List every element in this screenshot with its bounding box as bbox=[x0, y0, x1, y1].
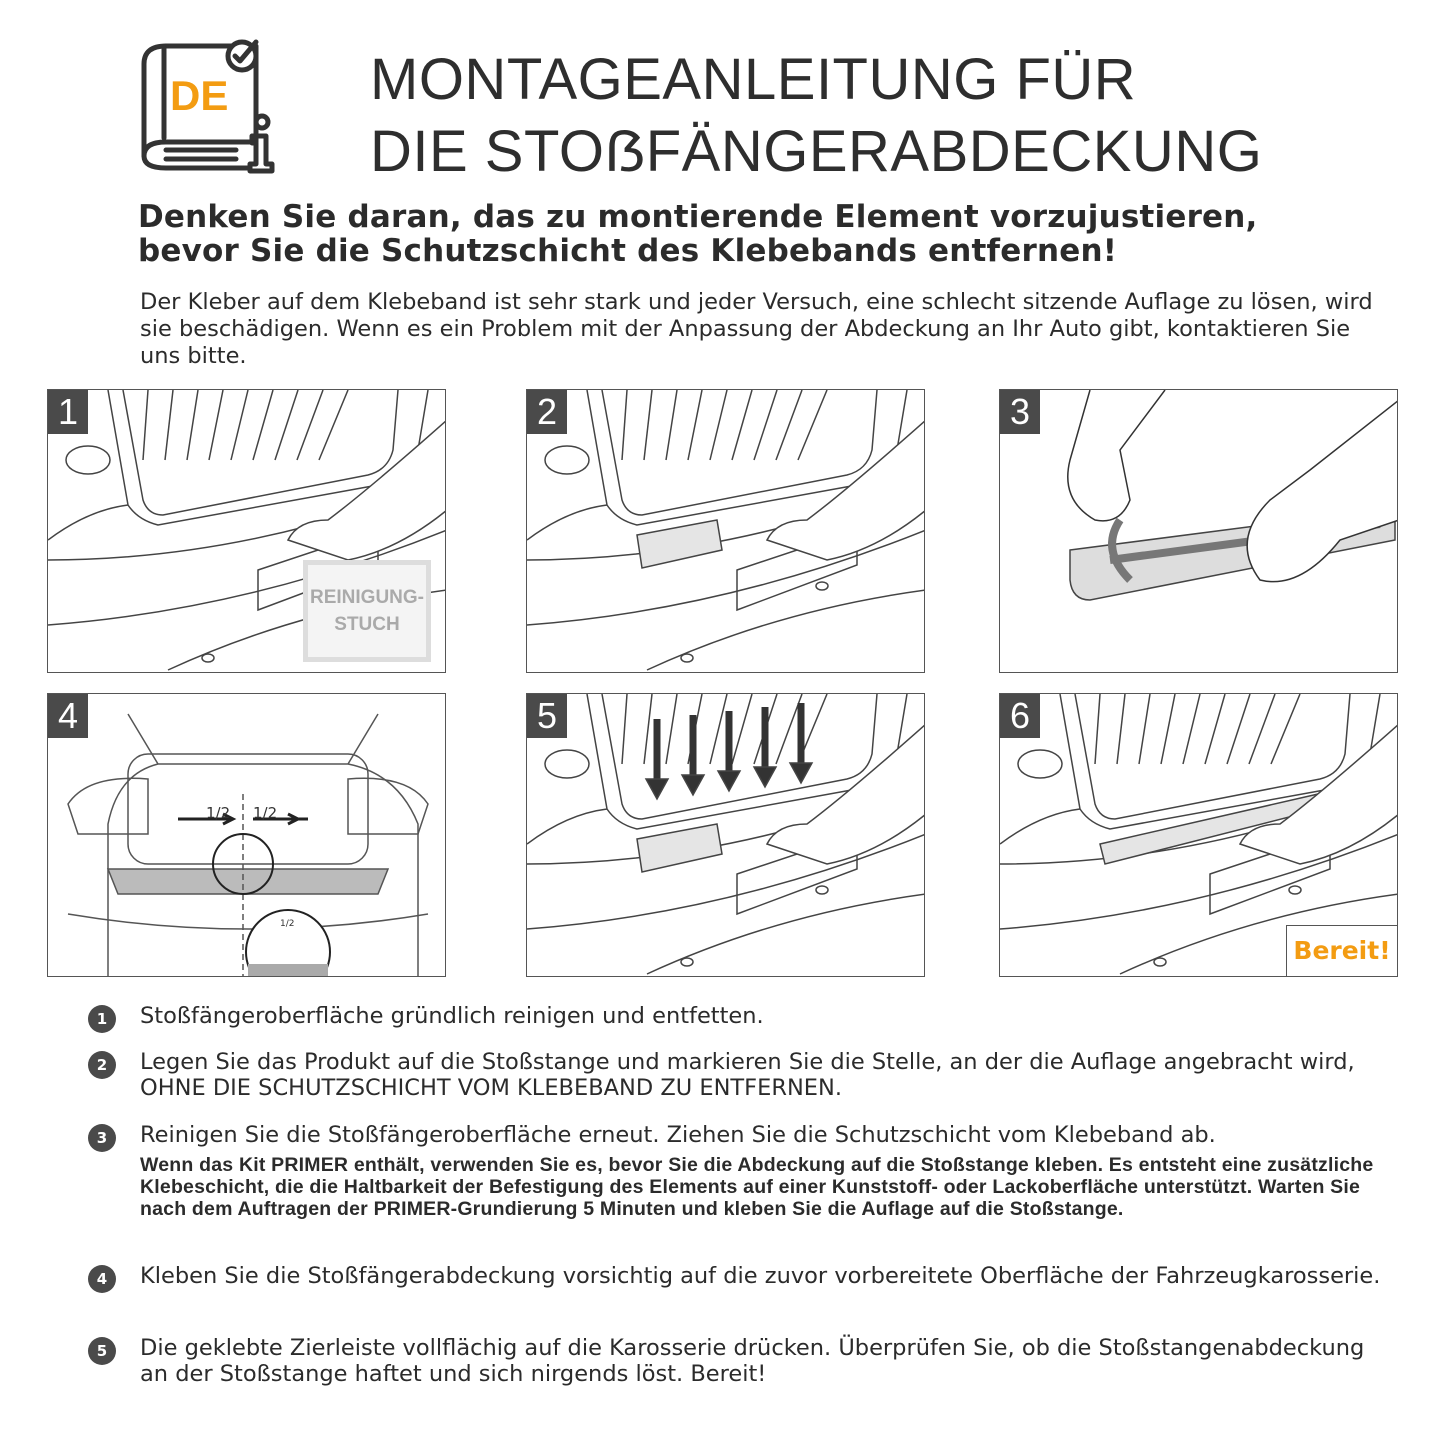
step-panel-6 bbox=[999, 693, 1398, 977]
panel-number: 6 bbox=[1000, 694, 1040, 738]
page-title bbox=[370, 44, 1262, 188]
manual-book-icon bbox=[136, 34, 281, 176]
car-front-centering-illustration bbox=[48, 694, 446, 977]
step-number-badge: 2 bbox=[88, 1051, 116, 1079]
warning-line-2: bevor Sie die Schutzschicht des Klebebands entfernen! bbox=[138, 233, 1118, 269]
tag-line-1: REINIGUNG- bbox=[310, 587, 424, 608]
step-panel-2 bbox=[526, 389, 925, 673]
primer-note: Wenn das Kit PRIMER enthält, verwenden Sie es, bevor Sie die Abdeckung auf die Stoßstange kleben. Es entsteht eine zusätzliche Klebeschicht, die die Haltbarkeit der Befestigung des Elements auf einer Kunststoff- oder Lackoberfläche unterstützt. Warten Sie nach dem Auftragen der PRIMER-Grundierung 5 Minuten und kleben Sie die Auflage auf die Stoßstange. bbox=[140, 1154, 1374, 1220]
step-text-block bbox=[140, 1122, 1385, 1220]
panel-number: 2 bbox=[527, 390, 567, 434]
panel-number: 4 bbox=[48, 694, 88, 738]
cleaning-cloth-label bbox=[303, 560, 431, 662]
tag-line-2: STUCH bbox=[334, 614, 400, 635]
step-text: Kleben Sie die Stoßfängerabdeckung vorsichtig auf die zuvor vorbereitete Oberfläche der Fahrzeugkarosserie. bbox=[140, 1263, 1381, 1289]
title-line-1: MONTAGEANLEITUNG FÜR bbox=[370, 47, 1137, 112]
step-text: Reinigen Sie die Stoßfängeroberfläche erneut. Ziehen Sie die Schutzschicht vom Klebeband ab. bbox=[140, 1122, 1216, 1148]
half-label-zoom: 1/2 bbox=[280, 919, 295, 929]
step-panel-4 bbox=[47, 693, 446, 977]
ready-label: Bereit! bbox=[1286, 925, 1397, 976]
step-number-badge: 3 bbox=[88, 1124, 116, 1152]
step-number-badge: 4 bbox=[88, 1265, 116, 1293]
warning-line-1: Denken Sie daran, das zu montierende Element vorzujustieren, bbox=[138, 199, 1258, 235]
step-panel-5 bbox=[526, 693, 925, 977]
intro-text: Der Kleber auf dem Klebeband ist sehr stark und jeder Versuch, eine schlecht sitzende Auflage zu lösen, wird sie beschädigen. Wenn es ein Problem mit der Anpassung der Abdeckung an Ihr Auto gibt, kontaktieren Sie uns bitte. bbox=[140, 289, 1373, 369]
car-rear-illustration bbox=[527, 390, 925, 673]
step-text: Legen Sie das Produkt auf die Stoßstange und markieren Sie die Stelle, an der die Auflage angebracht wird, OHNE DIE SCHUTZSCHICHT VOM KLEBEBAND ZU ENTFERNEN. bbox=[140, 1049, 1355, 1101]
step-text: Die geklebte Zierleiste vollflächig auf die Karosserie drücken. Überprüfen Sie, ob die Stoßstangenabdeckung an der Stoßstange haftet und sich nirgends löst. Bereit! bbox=[140, 1335, 1365, 1387]
language-code: DE bbox=[170, 72, 229, 119]
step-number-badge: 1 bbox=[88, 1005, 116, 1033]
panel-number: 3 bbox=[1000, 390, 1040, 434]
title-line-2: DIE STOẞFÄNGERABDECKUNG bbox=[370, 119, 1263, 184]
step-number-badge: 5 bbox=[88, 1337, 116, 1365]
panel-number: 1 bbox=[48, 390, 88, 434]
step-text: Stoßfängeroberfläche gründlich reinigen und entfetten. bbox=[140, 1003, 764, 1029]
half-label-left: 1/2 bbox=[206, 804, 231, 822]
panel-number: 5 bbox=[527, 694, 567, 738]
step-panel-1 bbox=[47, 389, 446, 673]
warning-heading bbox=[138, 200, 1258, 268]
car-rear-illustration bbox=[527, 694, 925, 977]
half-label-right: 1/2 bbox=[253, 804, 278, 822]
step-panel-3 bbox=[999, 389, 1398, 673]
peel-tape-illustration bbox=[1000, 390, 1398, 673]
